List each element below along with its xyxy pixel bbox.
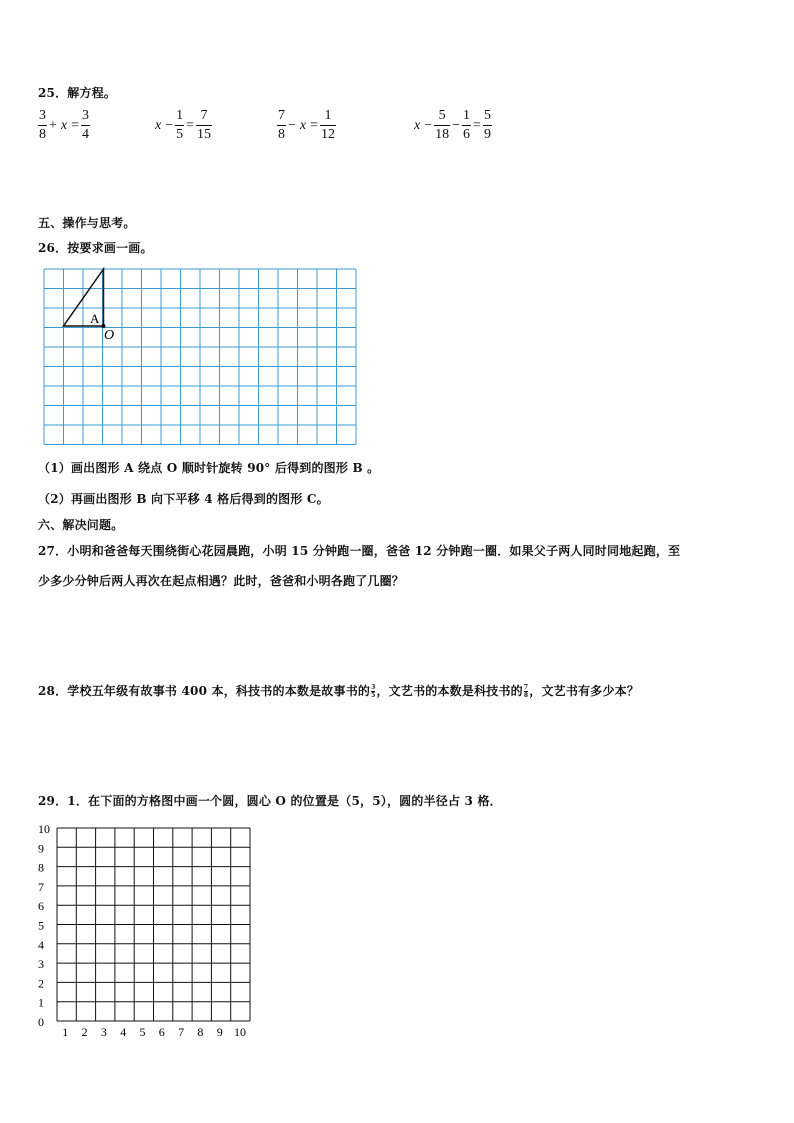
q28-text	[38, 682, 639, 699]
x-tick-label: 6	[158, 1025, 165, 1039]
x-tick-label: 5	[139, 1025, 146, 1039]
fraction: $\frac{1}{12}$	[321, 108, 336, 142]
fraction: $\frac{3}{4}$	[82, 108, 90, 142]
fraction-three-fifths: $\frac{3}{5}$	[371, 684, 376, 699]
q28-part3: ，文艺书有多少本？	[529, 684, 640, 698]
fraction: $\frac{3}{8}$	[39, 108, 46, 142]
x-tick-label: 4	[120, 1025, 127, 1039]
y-axis-labels	[38, 822, 50, 1029]
equation-2: x − $\frac{1}{5}$ = $\frac{7}{15}$	[155, 108, 212, 142]
x-tick-label: 7	[178, 1025, 185, 1039]
q26-blue-grid	[40, 266, 360, 446]
fraction: $\frac{7}{15}$	[197, 108, 212, 142]
y-tick-label: 10	[38, 822, 50, 836]
section-five-title: 五、操作与思考。	[38, 216, 136, 230]
y-tick-label: 0	[38, 1015, 44, 1029]
q27-line1: 27．小明和爸爸每天围绕街心花园晨跑，小明 15 分钟跑一圈，爸爸 12 分钟跑一圈．如果父子两人同时同地起跑，至	[38, 544, 681, 558]
q29-title: 29．1．在下面的方格图中画一个圆，圆心 O 的位置是（5，5），圆的半径占 3 格．	[38, 794, 502, 808]
grid-lines	[44, 269, 356, 445]
x-tick-label: 3	[100, 1025, 107, 1039]
q26-title: 26．按要求画一画。	[38, 241, 153, 255]
equation-1: $\frac{3}{8}$ + x = $\frac{3}{4}$	[39, 108, 90, 142]
x-tick-label: 1	[62, 1025, 69, 1039]
q29-coordinate-grid	[34, 820, 264, 1042]
section-six-title: 六、解决问题。	[38, 518, 124, 532]
y-tick-label: 3	[38, 957, 44, 972]
y-tick-label: 4	[38, 937, 44, 952]
q26-part2: （2）再画出图形 B 向下平移 4 格后得到的图形 C。	[38, 492, 329, 506]
x-tick-label: 10	[234, 1025, 246, 1039]
y-tick-label: 9	[38, 841, 44, 856]
q28-part1: 28．学校五年级有故事书 400 本，科技书的本数是故事书的	[38, 684, 371, 698]
fraction-seven-eighths: $\frac{7}{8}$	[523, 684, 529, 699]
fraction: $\frac{7}{8}$	[278, 108, 285, 142]
y-tick-label: 7	[38, 879, 44, 894]
q27-line2: 少多少分钟后两人再次在起点相遇？此时，爸爸和小明各跑了几圈？	[38, 574, 405, 588]
label-a: A	[90, 311, 100, 326]
fraction: $\frac{5}{18}$	[435, 108, 450, 142]
q25-title: 25．解方程。	[38, 86, 117, 100]
grid-lines	[57, 828, 250, 1021]
x-tick-label: 2	[81, 1025, 88, 1039]
label-o: O	[104, 328, 115, 343]
y-tick-label: 6	[38, 899, 44, 914]
y-tick-label: 8	[38, 860, 44, 875]
y-tick-label: 5	[38, 918, 44, 933]
x-axis-labels	[62, 1025, 246, 1039]
y-tick-label: 2	[38, 976, 44, 991]
fraction: $\frac{1}{6}$	[463, 108, 471, 142]
q26-part1: （1）画出图形 A 绕点 O 顺时针旋转 90° 后得到的图形 B 。	[38, 461, 380, 475]
x-tick-label: 8	[197, 1025, 204, 1039]
equation-3: $\frac{7}{8}$ − x = $\frac{1}{12}$	[278, 108, 336, 142]
fraction: $\frac{5}{9}$	[483, 108, 491, 142]
y-tick-label: 1	[38, 995, 44, 1010]
equation-4: x − $\frac{5}{18}$ − $\frac{1}{6}$ = $\frac{5}{9}$	[414, 108, 491, 142]
q28-part2: ，文艺书的本数是科技书的	[376, 684, 523, 698]
x-tick-label: 9	[216, 1025, 223, 1039]
fraction: $\frac{1}{5}$	[176, 108, 184, 142]
